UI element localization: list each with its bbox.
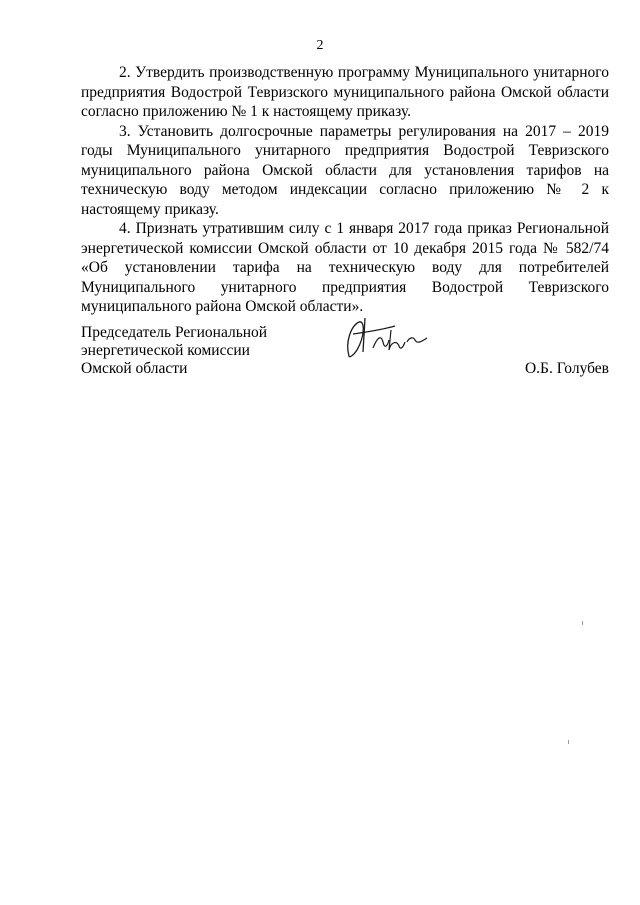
signatory-position-line: Председатель Региональной (81, 324, 268, 341)
document-body (81, 63, 609, 317)
signatory-position-line: энергетической комиссии (81, 342, 250, 359)
paragraph-item-2: 2. Утвердить производственную программу Муниципального унитарного предприятия Водострой Тевризского муниципального района Омской области согласно приложению № 1 к настоящему приказу. (81, 64, 609, 120)
signatory-name: О.Б. Голубев (524, 360, 609, 377)
handwritten-signature (343, 312, 433, 364)
paragraph-item-3: 3. Установить долгосрочные параметры регулирования на 2017 – 2019 годы Муниципального унитарного предприятия Водострой Тевризского муниципального района Омской области для установления тарифов на техническую воду методом индексации согласно приложению № 2 к настоящему приказу. (81, 122, 609, 218)
signatory-position (81, 324, 267, 378)
scan-artifact (568, 740, 569, 744)
scan-artifact (582, 621, 583, 625)
page-number: 2 (316, 38, 324, 53)
signature-block (81, 324, 609, 384)
signatory-position-line: Омской области (81, 360, 188, 377)
paragraph-item-4: 4. Признать утратившим силу с 1 января 2017 года приказ Региональной энергетической комиссии Омской области от 10 декабря 2015 года № 582/74 «Об установлении тарифа на техническую воду для потребителей Муниципального унитарного предприятия Водострой Тевризского муниципального района Омской области». (81, 220, 609, 315)
